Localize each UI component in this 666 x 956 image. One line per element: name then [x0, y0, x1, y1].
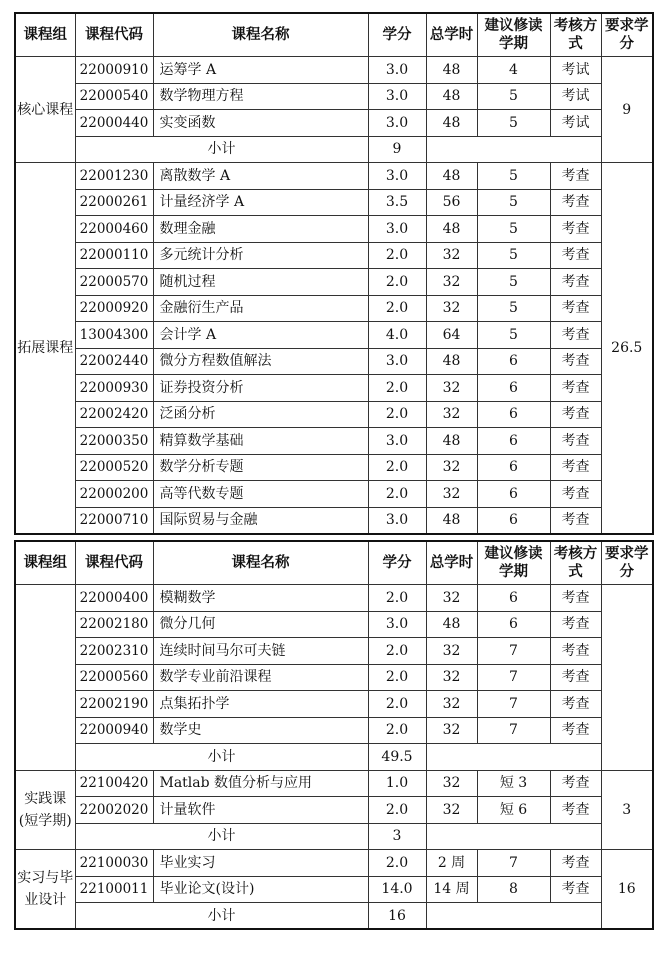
course-credit: 1.0 [368, 770, 426, 797]
subtotal-label: 小计 [75, 903, 368, 930]
course-term: 6 [477, 375, 550, 402]
header-code: 课程代码 [75, 541, 153, 585]
table-row [15, 428, 653, 455]
course-hours: 32 [426, 375, 477, 402]
header-required: 要求学分 [601, 13, 653, 57]
course-term: 6 [477, 507, 550, 534]
course-name: 多元统计分析 [153, 242, 368, 269]
table-row [15, 57, 653, 84]
course-code: 22000520 [75, 454, 153, 481]
required-credit-cell: 3 [601, 770, 653, 850]
course-code: 22002020 [75, 797, 153, 824]
subtotal-row [15, 744, 653, 771]
course-credit: 4.0 [368, 322, 426, 349]
course-exam: 考查 [550, 454, 601, 481]
subtotal-blank [426, 136, 601, 163]
table-row [15, 770, 653, 797]
course-hours: 32 [426, 481, 477, 508]
course-code: 22000350 [75, 428, 153, 455]
course-credit: 2.0 [368, 242, 426, 269]
course-group-cell: 实习与毕业设计 [15, 850, 75, 930]
course-code: 22000110 [75, 242, 153, 269]
course-term: 5 [477, 295, 550, 322]
course-term: 5 [477, 242, 550, 269]
course-name: 毕业实习 [153, 850, 368, 877]
course-exam: 考查 [550, 850, 601, 877]
course-name: 数学史 [153, 717, 368, 744]
course-code: 22000920 [75, 295, 153, 322]
course-term: 短 3 [477, 770, 550, 797]
course-hours: 32 [426, 691, 477, 718]
course-exam: 考查 [550, 189, 601, 216]
course-exam: 考查 [550, 664, 601, 691]
header-exam: 考核方式 [550, 13, 601, 57]
course-code: 22000910 [75, 57, 153, 84]
table-row [15, 375, 653, 402]
course-exam: 考查 [550, 163, 601, 190]
course-group-cell: 拓展课程 [15, 163, 75, 534]
header-group: 课程组 [15, 13, 75, 57]
table-row [15, 876, 653, 903]
course-code: 22000440 [75, 110, 153, 137]
table-row [15, 454, 653, 481]
course-code: 22000540 [75, 83, 153, 110]
course-code: 22100420 [75, 770, 153, 797]
course-term: 6 [477, 428, 550, 455]
course-name: 随机过程 [153, 269, 368, 296]
course-term: 5 [477, 189, 550, 216]
table-row [15, 83, 653, 110]
course-code: 22000460 [75, 216, 153, 243]
header-hours: 总学时 [426, 541, 477, 585]
course-exam: 考查 [550, 638, 601, 665]
header-term: 建议修读学期 [477, 13, 550, 57]
header-hours: 总学时 [426, 13, 477, 57]
course-name: 毕业论文(设计) [153, 876, 368, 903]
course-hours: 2 周 [426, 850, 477, 877]
subtotal-row [15, 903, 653, 930]
course-exam: 考查 [550, 691, 601, 718]
header-exam: 考核方式 [550, 541, 601, 585]
course-credit: 2.0 [368, 664, 426, 691]
course-term: 8 [477, 876, 550, 903]
course-credit: 2.0 [368, 585, 426, 612]
table-row [15, 797, 653, 824]
course-hours: 32 [426, 585, 477, 612]
course-credit: 2.0 [368, 691, 426, 718]
course-credit: 3.5 [368, 189, 426, 216]
course-hours: 48 [426, 163, 477, 190]
course-term: 5 [477, 83, 550, 110]
course-hours: 32 [426, 770, 477, 797]
table-row [15, 691, 653, 718]
course-code: 22000940 [75, 717, 153, 744]
required-credit-cell [601, 585, 653, 771]
course-hours: 48 [426, 83, 477, 110]
table-row [15, 189, 653, 216]
course-hours: 32 [426, 269, 477, 296]
course-term: 7 [477, 638, 550, 665]
course-credit: 3.0 [368, 57, 426, 84]
course-table-part-2 [14, 540, 654, 930]
course-term: 5 [477, 322, 550, 349]
course-hours: 14 周 [426, 876, 477, 903]
course-credit: 2.0 [368, 269, 426, 296]
required-credit-cell: 16 [601, 850, 653, 930]
course-code: 22002190 [75, 691, 153, 718]
course-name: 离散数学 A [153, 163, 368, 190]
course-credit: 2.0 [368, 454, 426, 481]
course-credit: 2.0 [368, 717, 426, 744]
course-term: 7 [477, 717, 550, 744]
header-code: 课程代码 [75, 13, 153, 57]
course-exam: 考查 [550, 481, 601, 508]
course-code: 22000570 [75, 269, 153, 296]
table-row [15, 585, 653, 612]
table-row [15, 664, 653, 691]
header-name: 课程名称 [153, 13, 368, 57]
course-hours: 32 [426, 401, 477, 428]
course-hours: 56 [426, 189, 477, 216]
course-exam: 考试 [550, 83, 601, 110]
course-group-cell: 核心课程 [15, 57, 75, 163]
header-group: 课程组 [15, 541, 75, 585]
course-credit: 3.0 [368, 216, 426, 243]
course-code: 22000200 [75, 481, 153, 508]
table-row [15, 163, 653, 190]
table-row [15, 638, 653, 665]
course-code: 13004300 [75, 322, 153, 349]
header-name: 课程名称 [153, 541, 368, 585]
table-row [15, 216, 653, 243]
course-term: 5 [477, 110, 550, 137]
course-exam: 考查 [550, 876, 601, 903]
course-credit: 14.0 [368, 876, 426, 903]
course-hours: 48 [426, 611, 477, 638]
course-code: 22100011 [75, 876, 153, 903]
course-exam: 考查 [550, 375, 601, 402]
course-term: 6 [477, 401, 550, 428]
course-name: 实变函数 [153, 110, 368, 137]
course-name: 国际贸易与金融 [153, 507, 368, 534]
course-name: 微分几何 [153, 611, 368, 638]
course-credit: 3.0 [368, 348, 426, 375]
course-hours: 32 [426, 295, 477, 322]
course-name: 计量软件 [153, 797, 368, 824]
course-term: 6 [477, 585, 550, 612]
required-credit-cell: 26.5 [601, 163, 653, 534]
course-code: 22002440 [75, 348, 153, 375]
subtotal-row [15, 823, 653, 850]
course-name: 高等代数专题 [153, 481, 368, 508]
subtotal-label: 小计 [75, 823, 368, 850]
course-credit: 2.0 [368, 401, 426, 428]
course-table-part-1 [14, 12, 654, 535]
course-code: 22002310 [75, 638, 153, 665]
course-credit: 2.0 [368, 295, 426, 322]
course-exam: 考查 [550, 269, 601, 296]
required-credit-cell: 9 [601, 57, 653, 163]
course-code: 22100030 [75, 850, 153, 877]
table-row [15, 322, 653, 349]
course-exam: 考查 [550, 216, 601, 243]
course-name: 泛函分析 [153, 401, 368, 428]
subtotal-value: 16 [368, 903, 426, 930]
table-row [15, 507, 653, 534]
course-name: 精算数学基础 [153, 428, 368, 455]
subtotal-value: 3 [368, 823, 426, 850]
subtotal-label: 小计 [75, 136, 368, 163]
course-hours: 32 [426, 454, 477, 481]
course-name: 点集拓扑学 [153, 691, 368, 718]
course-term: 6 [477, 454, 550, 481]
course-exam: 考查 [550, 611, 601, 638]
course-group-cell [15, 585, 75, 771]
table-row [15, 295, 653, 322]
subtotal-blank [426, 744, 601, 771]
course-exam: 考查 [550, 797, 601, 824]
course-hours: 64 [426, 322, 477, 349]
subtotal-row [15, 136, 653, 163]
course-hours: 48 [426, 348, 477, 375]
course-name: 数学分析专题 [153, 454, 368, 481]
course-name: 微分方程数值解法 [153, 348, 368, 375]
course-credit: 3.0 [368, 110, 426, 137]
header-required: 要求学分 [601, 541, 653, 585]
course-term: 短 6 [477, 797, 550, 824]
course-credit: 2.0 [368, 797, 426, 824]
course-name: 数学物理方程 [153, 83, 368, 110]
course-credit: 3.0 [368, 83, 426, 110]
course-exam: 考查 [550, 242, 601, 269]
course-hours: 32 [426, 638, 477, 665]
course-hours: 32 [426, 664, 477, 691]
course-term: 6 [477, 348, 550, 375]
subtotal-blank [426, 823, 601, 850]
subtotal-value: 49.5 [368, 744, 426, 771]
header-credit: 学分 [368, 541, 426, 585]
header-row [15, 541, 653, 585]
course-name: 计量经济学 A [153, 189, 368, 216]
subtotal-blank [426, 903, 601, 930]
course-code: 22002420 [75, 401, 153, 428]
course-term: 5 [477, 216, 550, 243]
course-exam: 考查 [550, 348, 601, 375]
course-exam: 考试 [550, 110, 601, 137]
table-row [15, 717, 653, 744]
course-hours: 32 [426, 717, 477, 744]
course-exam: 考查 [550, 322, 601, 349]
course-credit: 3.0 [368, 428, 426, 455]
course-term: 7 [477, 691, 550, 718]
table-row [15, 269, 653, 296]
course-hours: 48 [426, 428, 477, 455]
course-hours: 32 [426, 797, 477, 824]
course-term: 6 [477, 611, 550, 638]
course-hours: 32 [426, 242, 477, 269]
course-term: 6 [477, 481, 550, 508]
course-exam: 考查 [550, 295, 601, 322]
course-name: 数学专业前沿课程 [153, 664, 368, 691]
course-name: 会计学 A [153, 322, 368, 349]
course-code: 22001230 [75, 163, 153, 190]
course-exam: 考查 [550, 585, 601, 612]
course-exam: 考查 [550, 401, 601, 428]
course-name: 模糊数学 [153, 585, 368, 612]
course-hours: 48 [426, 110, 477, 137]
course-term: 4 [477, 57, 550, 84]
table-row [15, 110, 653, 137]
course-code: 22000261 [75, 189, 153, 216]
table-row [15, 242, 653, 269]
course-term: 5 [477, 269, 550, 296]
course-credit: 3.0 [368, 163, 426, 190]
course-name: 金融衍生产品 [153, 295, 368, 322]
course-name: 证券投资分析 [153, 375, 368, 402]
course-name: 数理金融 [153, 216, 368, 243]
course-name: 运筹学 A [153, 57, 368, 84]
table-row [15, 850, 653, 877]
course-hours: 48 [426, 216, 477, 243]
course-group-cell: 实践课(短学期) [15, 770, 75, 850]
course-credit: 3.0 [368, 611, 426, 638]
course-code: 22000710 [75, 507, 153, 534]
table-row [15, 348, 653, 375]
table-row [15, 481, 653, 508]
course-term: 5 [477, 163, 550, 190]
course-exam: 考查 [550, 770, 601, 797]
course-name: Matlab 数值分析与应用 [153, 770, 368, 797]
subtotal-label: 小计 [75, 744, 368, 771]
course-credit: 2.0 [368, 481, 426, 508]
course-name: 连续时间马尔可夫链 [153, 638, 368, 665]
header-credit: 学分 [368, 13, 426, 57]
course-exam: 考试 [550, 57, 601, 84]
course-credit: 2.0 [368, 375, 426, 402]
course-credit: 2.0 [368, 850, 426, 877]
course-credit: 2.0 [368, 638, 426, 665]
header-term: 建议修读学期 [477, 541, 550, 585]
header-row [15, 13, 653, 57]
course-code: 22000930 [75, 375, 153, 402]
table-row [15, 611, 653, 638]
course-code: 22000560 [75, 664, 153, 691]
table-row [15, 401, 653, 428]
course-exam: 考查 [550, 717, 601, 744]
course-exam: 考查 [550, 507, 601, 534]
course-code: 22002180 [75, 611, 153, 638]
course-code: 22000400 [75, 585, 153, 612]
course-hours: 48 [426, 507, 477, 534]
course-term: 7 [477, 850, 550, 877]
course-exam: 考查 [550, 428, 601, 455]
course-term: 7 [477, 664, 550, 691]
course-hours: 48 [426, 57, 477, 84]
course-credit: 3.0 [368, 507, 426, 534]
subtotal-value: 9 [368, 136, 426, 163]
